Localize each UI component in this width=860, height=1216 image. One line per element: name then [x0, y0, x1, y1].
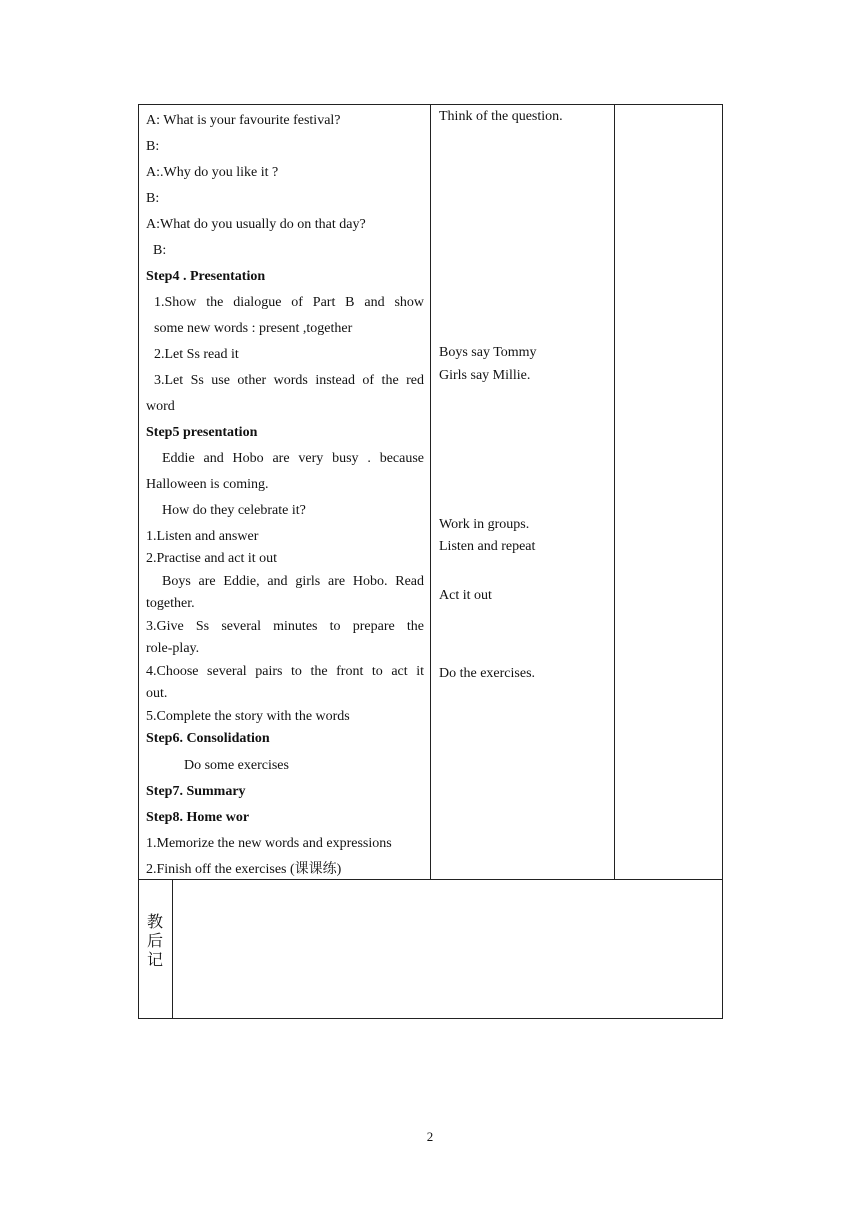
step7-heading: Step7. Summary — [146, 784, 246, 799]
step5-question: How do they celebrate it? — [162, 503, 306, 518]
step4-item3-cont: word — [146, 399, 175, 414]
activity-think: Think of the question. — [439, 109, 563, 124]
activity-listen: Listen and repeat — [439, 539, 536, 554]
table-border-right — [722, 104, 723, 1019]
step5-item5: 5.Complete the story with the words — [146, 709, 350, 724]
step4-item2: 2.Let Ss read it — [154, 347, 239, 362]
reflection-label — [147, 912, 163, 969]
step4-item1-cont: some new words : present ,together — [154, 321, 353, 336]
dialogue-line: B: — [146, 139, 160, 154]
step5-intro-cont: Halloween is coming. — [146, 477, 269, 492]
step8-heading: Step8. Home wor — [146, 810, 250, 825]
step5-item1: 1.Listen and answer — [146, 529, 259, 544]
reflection-char: 教 — [147, 912, 164, 931]
step5-item4: 4.Choose several pairs to the front to act it — [146, 664, 424, 679]
activity-boys: Boys say Tommy — [439, 345, 537, 360]
step4-item3: 3.Let Ss use other words instead of the red — [154, 373, 424, 388]
dialogue-line: B: — [153, 243, 167, 258]
activity-act: Act it out — [439, 588, 492, 603]
step5-roles-cont: together. — [146, 596, 195, 611]
step5-item4-cont: out. — [146, 686, 168, 701]
step5-roles: Boys are Eddie, and girls are Hobo. Read — [162, 574, 424, 589]
step5-heading: Step5 presentation — [146, 425, 258, 440]
step5-item2: 2.Practise and act it out — [146, 551, 278, 566]
page-number: 2 — [426, 1129, 434, 1144]
step6-text: Do some exercises — [184, 758, 289, 773]
step5-item3-cont: role-play. — [146, 641, 200, 656]
dialogue-line: A:.Why do you like it ? — [146, 165, 279, 180]
dialogue-line: A: What is your favourite festival? — [146, 113, 341, 128]
column-divider-2 — [614, 104, 615, 880]
activity-girls: Girls say Millie. — [439, 368, 531, 383]
step8-item2: 2.Finish off the exercises (课课练) — [146, 862, 342, 877]
table-border-bottom — [138, 1018, 723, 1019]
activity-exercises: Do the exercises. — [439, 666, 536, 681]
step5-item3: 3.Give Ss several minutes to prepare the — [146, 619, 424, 634]
dialogue-line: B: — [146, 191, 160, 206]
dialogue-line: A:What do you usually do on that day? — [146, 217, 366, 232]
column-divider-1 — [430, 104, 431, 880]
step8-item1: 1.Memorize the new words and expressions — [146, 836, 392, 851]
activity-groups: Work in groups. — [439, 517, 530, 532]
step4-item1: 1.Show the dialogue of Part B and show — [154, 295, 424, 310]
reflection-char: 记 — [147, 950, 164, 969]
reflection-divider — [172, 879, 173, 1019]
table-border-left — [138, 104, 139, 1019]
step4-heading: Step4 . Presentation — [146, 269, 266, 284]
reflection-char: 后 — [147, 931, 164, 950]
step6-heading: Step6. Consolidation — [146, 731, 270, 746]
step5-intro: Eddie and Hobo are very busy . because — [162, 451, 424, 466]
